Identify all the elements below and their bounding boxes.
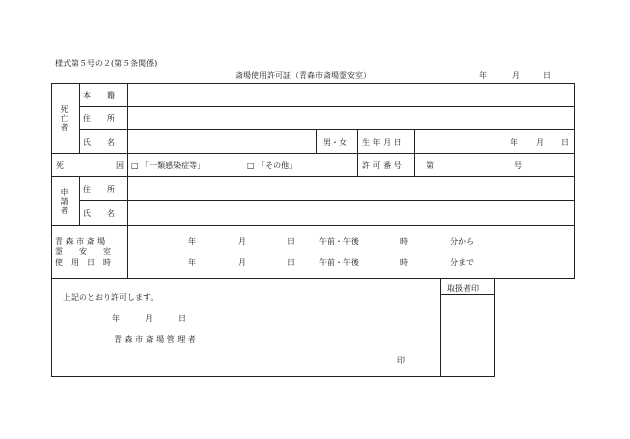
deceased-address-label: 住 所 [83,114,115,123]
handler-column-divider [440,278,441,377]
table-border [51,83,575,279]
col-divider [127,83,128,279]
row-divider [79,200,575,201]
from-hour: 時 [400,237,408,246]
col-divider [79,176,80,225]
to-year: 年 [188,258,196,267]
header-date-day: 日 [543,71,551,80]
header-date-month: 月 [512,71,520,80]
from-day: 日 [287,237,295,246]
applicant-section-label: 申請者 [60,188,69,215]
col-divider [79,83,80,153]
honseki-label: 本 籍 [83,91,115,100]
permission-statement: 上記のとおり許可します。 [63,293,159,302]
from-ampm: 午前・午後 [319,237,359,246]
permission-year: 年 [112,314,120,323]
row-divider [79,129,575,130]
handler-header-divider [440,294,494,295]
permit-dai: 第 [426,161,434,170]
permission-month: 月 [145,314,153,323]
birth-year: 年 [510,138,518,147]
col-divider [357,129,358,176]
row-divider [51,176,575,177]
cause-label-in: 因 [116,161,124,170]
permit-go: 号 [514,161,522,170]
birth-day: 日 [561,138,569,147]
from-year: 年 [188,237,196,246]
permission-right-border [494,278,495,377]
birth-month: 月 [536,138,544,147]
usage-label-line3: 使 用 日 時 [55,258,111,267]
row-divider [51,153,575,154]
form-number: 様式第５号の２(第５条関係) [55,59,158,68]
cause-option-class1[interactable]: □ 「一類感染症等」 [131,161,206,170]
permission-bottom-border [51,376,495,377]
permit-number-label: 許 可 番 号 [362,161,402,170]
form-title: 斎場使用許可証（青森市斎場霊安室） [235,71,371,80]
permission-day: 日 [178,314,186,323]
manager-name: 青 森 市 斎 場 管 理 者 [114,335,196,344]
col-divider [316,129,317,153]
header-date-year: 年 [479,71,487,80]
birthdate-label: 生 年 月 日 [362,138,402,147]
gender-choice: 男・女 [323,138,347,147]
col-divider [414,129,415,176]
from-suffix: 分から [450,237,474,246]
deceased-name-label: 氏 名 [83,138,115,147]
cause-option-other[interactable]: □ 「その他」 [247,161,298,170]
deceased-section-label: 死亡者 [60,105,69,132]
handler-seal-label: 取扱者印 [447,284,479,293]
to-suffix: 分まで [450,258,474,267]
permission-left-border [51,278,52,377]
usage-label-line1: 青 森 市 斎 場 [55,237,106,246]
to-ampm: 午前・午後 [319,258,359,267]
from-month: 月 [238,237,246,246]
to-month: 月 [238,258,246,267]
seal-mark: 印 [397,356,405,365]
cause-label-shi: 死 [56,161,64,170]
usage-label-line2: 霊 安 室 [55,247,111,256]
applicant-name-label: 氏 名 [83,209,115,218]
to-day: 日 [287,258,295,267]
to-hour: 時 [400,258,408,267]
row-divider [79,106,575,107]
row-divider [51,225,575,226]
applicant-address-label: 住 所 [83,185,115,194]
